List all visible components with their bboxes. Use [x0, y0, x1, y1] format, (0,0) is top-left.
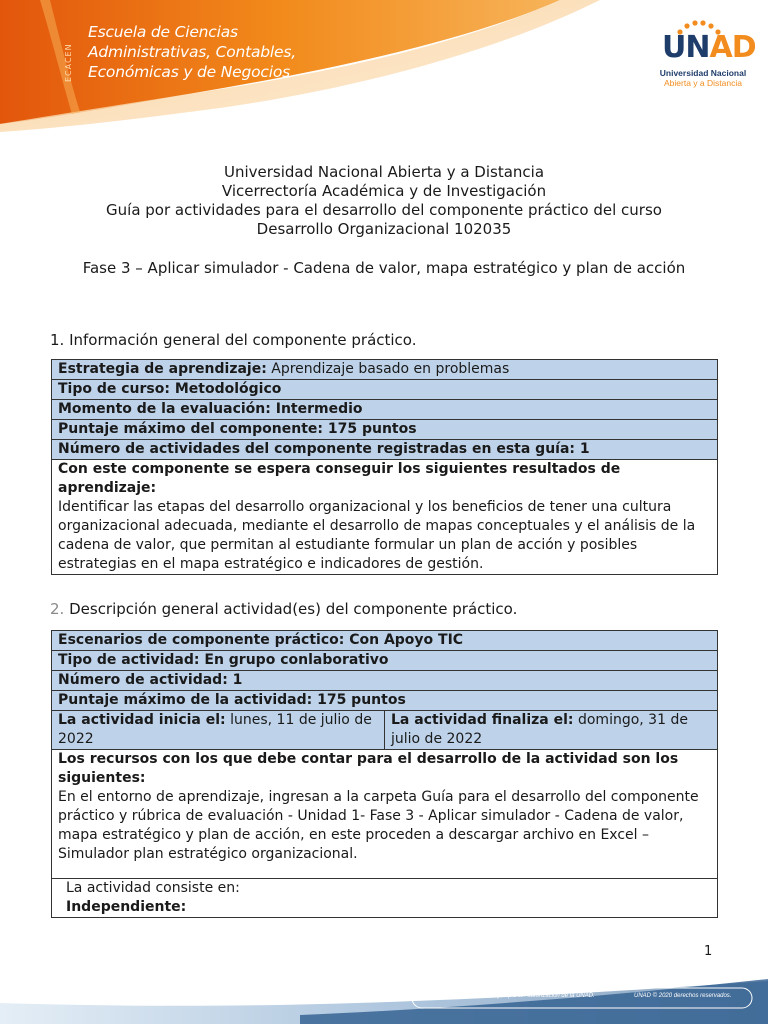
table-row: Estrategia de aprendizaje: Aprendizaje basado en problemas: [52, 360, 718, 380]
table-row: Escenarios de componente práctico: Con Apoyo TIC: [52, 631, 718, 651]
table-row: [52, 460, 718, 575]
phase-title: Fase 3 – Aplicar simulador - Cadena de valor, mapa estratégico y plan de acción: [82, 259, 686, 277]
title-university: Universidad Nacional Abierta y a Distancia: [223, 163, 545, 181]
section-1-table: [51, 359, 718, 575]
results-text: Identificar las etapas del desarrollo organizacional y los beneficios de tener una cultura organizacional adecuada, mediante el desarrollo de mapas conceptuales y el análisis de la cadena de valor, que permitan al estudiante formular un plan de acción y posibles estrategias en el mapa estratégico e indicadores de gestión.: [58, 499, 696, 572]
table-row: Puntaje máximo del componente: 175 puntos: [52, 420, 718, 440]
table-row: [52, 879, 718, 918]
independent-label: Independiente:: [66, 899, 187, 915]
table-row: Tipo de curso: Metodológico: [52, 380, 718, 400]
document-titles: [40, 163, 728, 239]
title-course: Desarrollo Organizacional 102035: [256, 220, 512, 238]
table-row: Puntaje máximo de la actividad: 175 puntos: [52, 691, 718, 711]
resources-text: En el entorno de aprendizaje, ingresan a la carpeta Guía para el desarrollo del componente práctico y rúbrica de evaluación - Unidad 1- Fase 3 - Aplicar simulador - Cadena de valor, mapa estratégico y plan de acción, en este proceden a descargar archivo en Excel – Simulador plan estratégico organizacional.: [58, 789, 699, 862]
title-vicerrectoria: Vicerrectoría Académica y de Investigación: [221, 182, 547, 200]
section-2-heading: 2. Descripción general actividad(es) del componente práctico.: [50, 600, 518, 618]
table-row: [52, 750, 718, 879]
school-tag: ECACEN: [64, 43, 73, 82]
table-row: Número de actividad: 1: [52, 671, 718, 691]
title-guide: Guía por actividades para el desarrollo del componente práctico del curso: [106, 201, 662, 219]
activity-start: La actividad inicia el: lunes, 11 de julio de 2022: [52, 711, 385, 750]
table-row: Número de actividades del componente registradas en esta guía: 1: [52, 440, 718, 460]
table-row: [52, 711, 718, 750]
section-1-heading: 1. Información general del componente práctico.: [50, 331, 417, 349]
activity-end: La actividad finaliza el: domingo, 31 de julio de 2022: [385, 711, 718, 750]
table-row: Tipo de actividad: En grupo conlaborativo: [52, 651, 718, 671]
table-row: Momento de la evaluación: Intermedio: [52, 400, 718, 420]
section-2-table: [51, 630, 718, 918]
footer-rights: UNAD © 2020 derechos reservados.: [634, 993, 732, 999]
logo-wordmark: UNAD: [662, 30, 756, 65]
results-label: Con este componente se espera conseguir los siguientes resultados de aprendizaje:: [58, 461, 621, 496]
school-name: Escuela de Ciencias Administrativas, Contables, Económicas y de Negocios: [88, 23, 296, 81]
logo-subtitle: Universidad Nacional Abierta y a Distancia: [659, 68, 747, 88]
consists-label: La actividad consiste en:: [66, 880, 240, 896]
resources-label: Los recursos con los que debe contar para el desarrollo de la actividad son los siguientes:: [58, 751, 679, 786]
page-number: 1: [704, 944, 713, 959]
footer-banner: [0, 975, 768, 1024]
footer-copyright-notice: Prohibida su reproducción y copia sin autorización de la UNAD.: [426, 993, 595, 999]
